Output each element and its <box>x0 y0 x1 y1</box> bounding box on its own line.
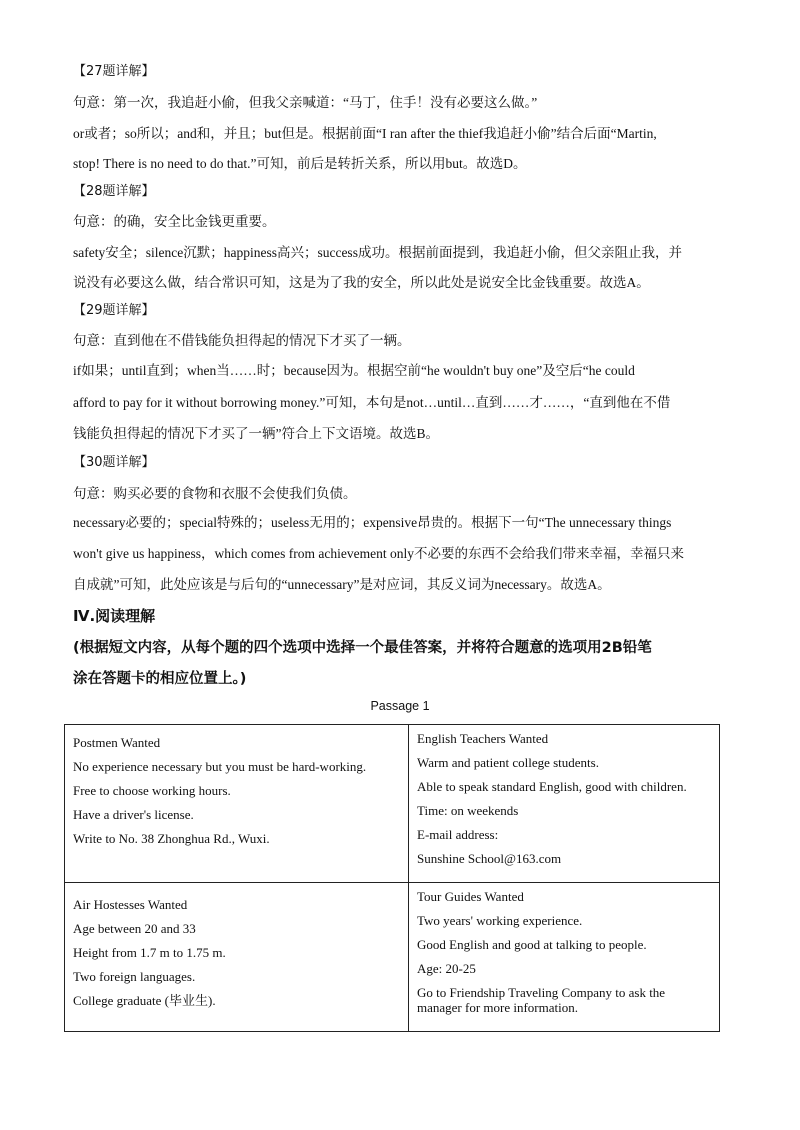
section-title: Ⅳ.阅读理解 <box>73 607 156 625</box>
ad-line: Time: on weekends <box>417 803 519 818</box>
ad-line: Good English and good at talking to people. <box>417 937 647 953</box>
q30-header: 【30题详解】 <box>73 455 155 470</box>
instruction-line-1: (根据短文内容，从每个题的四个选项中选择一个最佳答案，并将符合题意的选项用2B铅笔 <box>73 640 652 656</box>
ads-row-2 <box>65 883 720 1032</box>
q28-header: 【28题详解】 <box>73 184 155 199</box>
ad-line: College graduate (毕业生). <box>73 993 216 1009</box>
q28-line-1: 句意：的确，安全比金钱更重要。 <box>73 214 276 229</box>
ad-line: Age between 20 and 33 <box>73 921 196 937</box>
ad-english-teachers <box>409 725 720 883</box>
passage-label: Passage 1 <box>370 699 430 713</box>
q27-line-1: 句意：第一次，我追赶小偷，但我父亲喊道：“马丁，住手！没有必要这么做。” <box>73 95 538 110</box>
ads-row-1 <box>65 725 720 883</box>
ad-line: Height from 1.7 m to 1.75 m. <box>73 945 226 961</box>
ad-tour-guides <box>409 883 720 1032</box>
ad-line: Warm and patient college students. <box>417 755 599 770</box>
instruction-line-2: 涂在答题卡的相应位置上。) <box>73 671 247 687</box>
ad-line: Age: 20-25 <box>417 961 476 977</box>
ad-line: Two years' working experience. <box>417 913 583 929</box>
q28-line-3: 说没有必要这么做，结合常识可知，这是为了我的安全，所以此处是说安全比金钱重要。故选A。 <box>73 275 650 290</box>
ad-line: Sunshine School@163.com <box>417 851 562 866</box>
ad-title: Postmen Wanted <box>73 735 161 750</box>
q29-line-2: if如果；until直到；when当……时；because因为。根据空前“he wouldn't buy one”及空后“he could <box>73 363 635 378</box>
ad-line: Go to Friendship Traveling Company to ask the manager for more information. <box>417 985 666 1016</box>
q27-line-2: or或者；so所以；and和，并且；but但是。根据前面“I ran after the thief我追赶小偷”结合后面“Martin, <box>73 126 657 141</box>
q29-line-1: 句意：直到他在不借钱能负担得起的情况下才买了一辆。 <box>73 333 411 348</box>
ad-title: English Teachers Wanted <box>417 731 549 746</box>
q30-line-1: 句意：购买必要的食物和衣服不会使我们负债。 <box>73 486 357 501</box>
ad-line: Free to choose working hours. <box>73 783 231 798</box>
q28-line-2: safety安全；silence沉默；happiness高兴；success成功。根据前面提到，我追赶小偷，但父亲阻止我，并 <box>73 245 682 260</box>
ad-postmen <box>65 725 409 883</box>
ad-air-hostesses <box>65 883 409 1032</box>
ads-table <box>64 724 720 1032</box>
ad-line: Have a driver's license. <box>73 807 194 822</box>
q29-header: 【29题详解】 <box>73 303 155 318</box>
q27-line-3: stop! There is no need to do that.”可知，前后是转折关系，所以用but。故选D。 <box>73 156 527 171</box>
ad-line: E-mail address: <box>417 827 499 842</box>
q27-header: 【27题详解】 <box>73 64 155 79</box>
q29-line-4: 钱能负担得起的情况下才买了一辆”符合上下文语境。故选B。 <box>73 426 439 441</box>
q30-line-3: won't give us happiness，which comes from achievement only不必要的东西不会给我们带来幸福，幸福只来 <box>73 546 684 561</box>
ad-title: Tour Guides Wanted <box>417 889 524 905</box>
q29-line-3: afford to pay for it without borrowing money.”可知，本句是not…until…直到……才……，“直到他在不借 <box>73 395 671 410</box>
ad-line: Two foreign languages. <box>73 969 196 985</box>
q30-line-4: 自成就”可知，此处应该是与后句的“unnecessary”是对应词，其反义词为necessary。故选A。 <box>73 577 611 592</box>
ad-line: Able to speak standard English, good with children. <box>417 779 687 794</box>
ad-title: Air Hostesses Wanted <box>73 897 188 913</box>
ad-line: Write to No. 38 Zhonghua Rd., Wuxi. <box>73 831 270 846</box>
ad-line: No experience necessary but you must be hard-working. <box>73 759 367 774</box>
q30-line-2: necessary必要的；special特殊的；useless无用的；expensive昂贵的。根据下一句“The unnecessary things <box>73 515 672 530</box>
